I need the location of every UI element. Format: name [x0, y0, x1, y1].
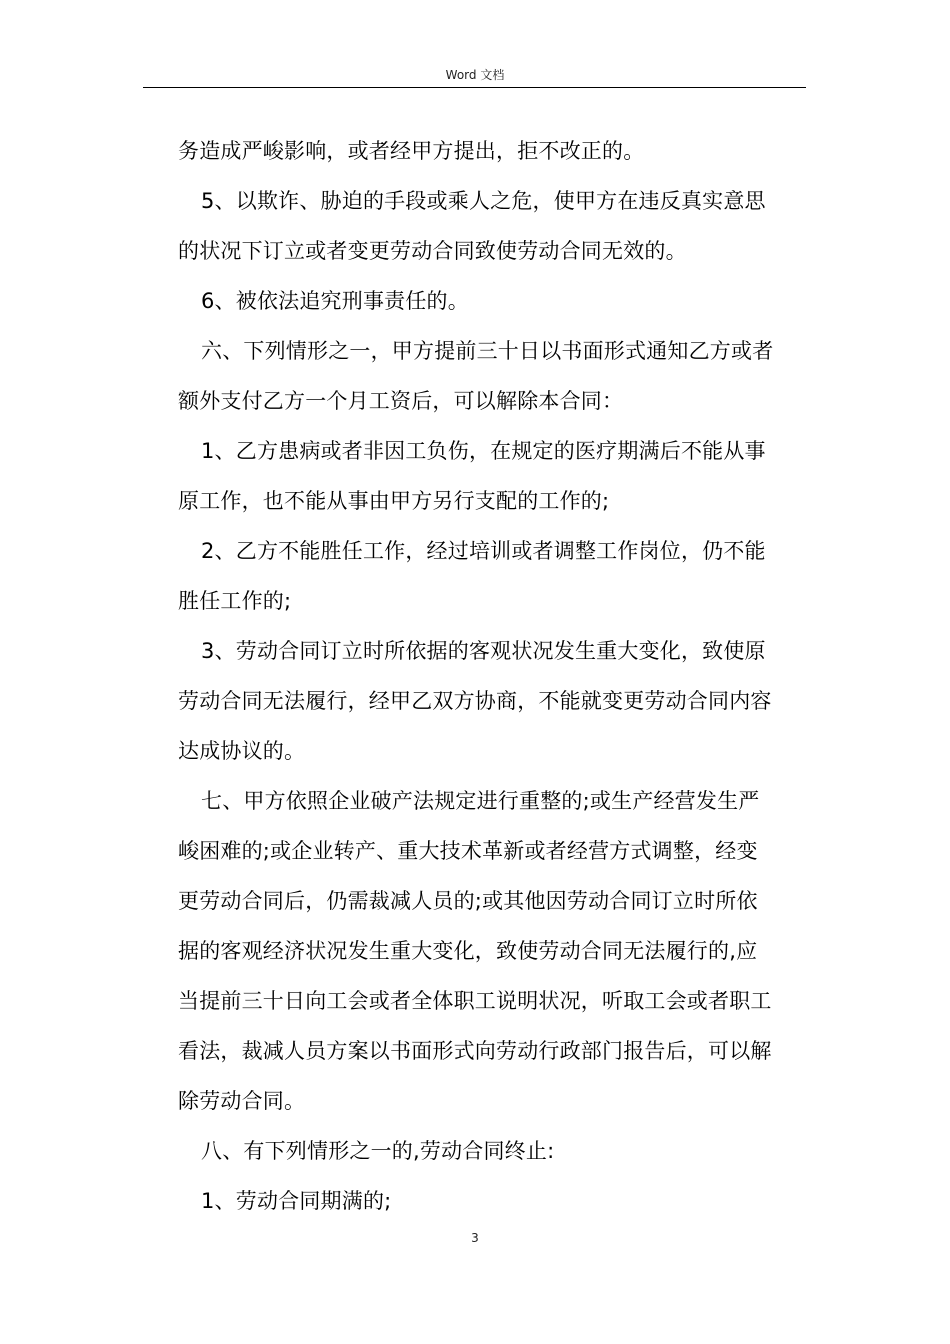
body-line: 更劳动合同后，仍需裁减人员的;或其他因劳动合同订立时所依: [178, 889, 758, 913]
body-line: 5、以欺诈、胁迫的手段或乘人之危，使甲方在违反真实意思: [201, 189, 766, 213]
body-line: 1、劳动合同期满的;: [201, 1189, 392, 1213]
body-line: 2、乙方不能胜任工作，经过培训或者调整工作岗位，仍不能: [201, 539, 766, 563]
body-line: 的状况下订立或者变更劳动合同致使劳动合同无效的。: [178, 239, 687, 263]
body-line: 除劳动合同。: [178, 1089, 306, 1113]
body-line: 额外支付乙方一个月工资后，可以解除本合同：: [178, 389, 624, 413]
page-number: 3: [471, 1231, 479, 1245]
document-body: [178, 126, 808, 1226]
body-line: 七、甲方依照企业破产法规定进行重整的;或生产经营发生严: [201, 789, 760, 813]
body-line: 6、被依法追究刑事责任的。: [201, 289, 469, 313]
body-line: 劳动合同无法履行，经甲乙双方协商，不能就变更劳动合同内容: [178, 689, 772, 713]
body-line: 八、有下列情形之一的,劳动合同终止:: [201, 1139, 555, 1163]
body-line: 看法，裁减人员方案以书面形式向劳动行政部门报告后，可以解: [178, 1039, 772, 1063]
body-line: 务造成严峻影响，或者经甲方提出，拒不改正的。: [178, 139, 645, 163]
body-line: 原工作，也不能从事由甲方另行支配的工作的;: [178, 489, 610, 513]
body-line: 六、下列情形之一，甲方提前三十日以书面形式通知乙方或者: [201, 339, 774, 363]
body-line: 达成协议的。: [178, 739, 306, 763]
body-line: 峻困难的;或企业转产、重大技术革新或者经营方式调整，经变: [178, 839, 758, 863]
body-line: 据的客观经济状况发生重大变化，致使劳动合同无法履行的,应: [178, 939, 758, 963]
body-line: 1、乙方患病或者非因工负伤，在规定的医疗期满后不能从事: [201, 439, 766, 463]
body-line: 胜任工作的;: [178, 589, 292, 613]
body-line: 当提前三十日向工会或者全体职工说明状况，听取工会或者职工: [178, 989, 772, 1013]
document-header-title: Word 文档: [445, 68, 505, 82]
header-divider: [143, 87, 806, 88]
body-line: 3、劳动合同订立时所依据的客观状况发生重大变化，致使原: [201, 639, 766, 663]
